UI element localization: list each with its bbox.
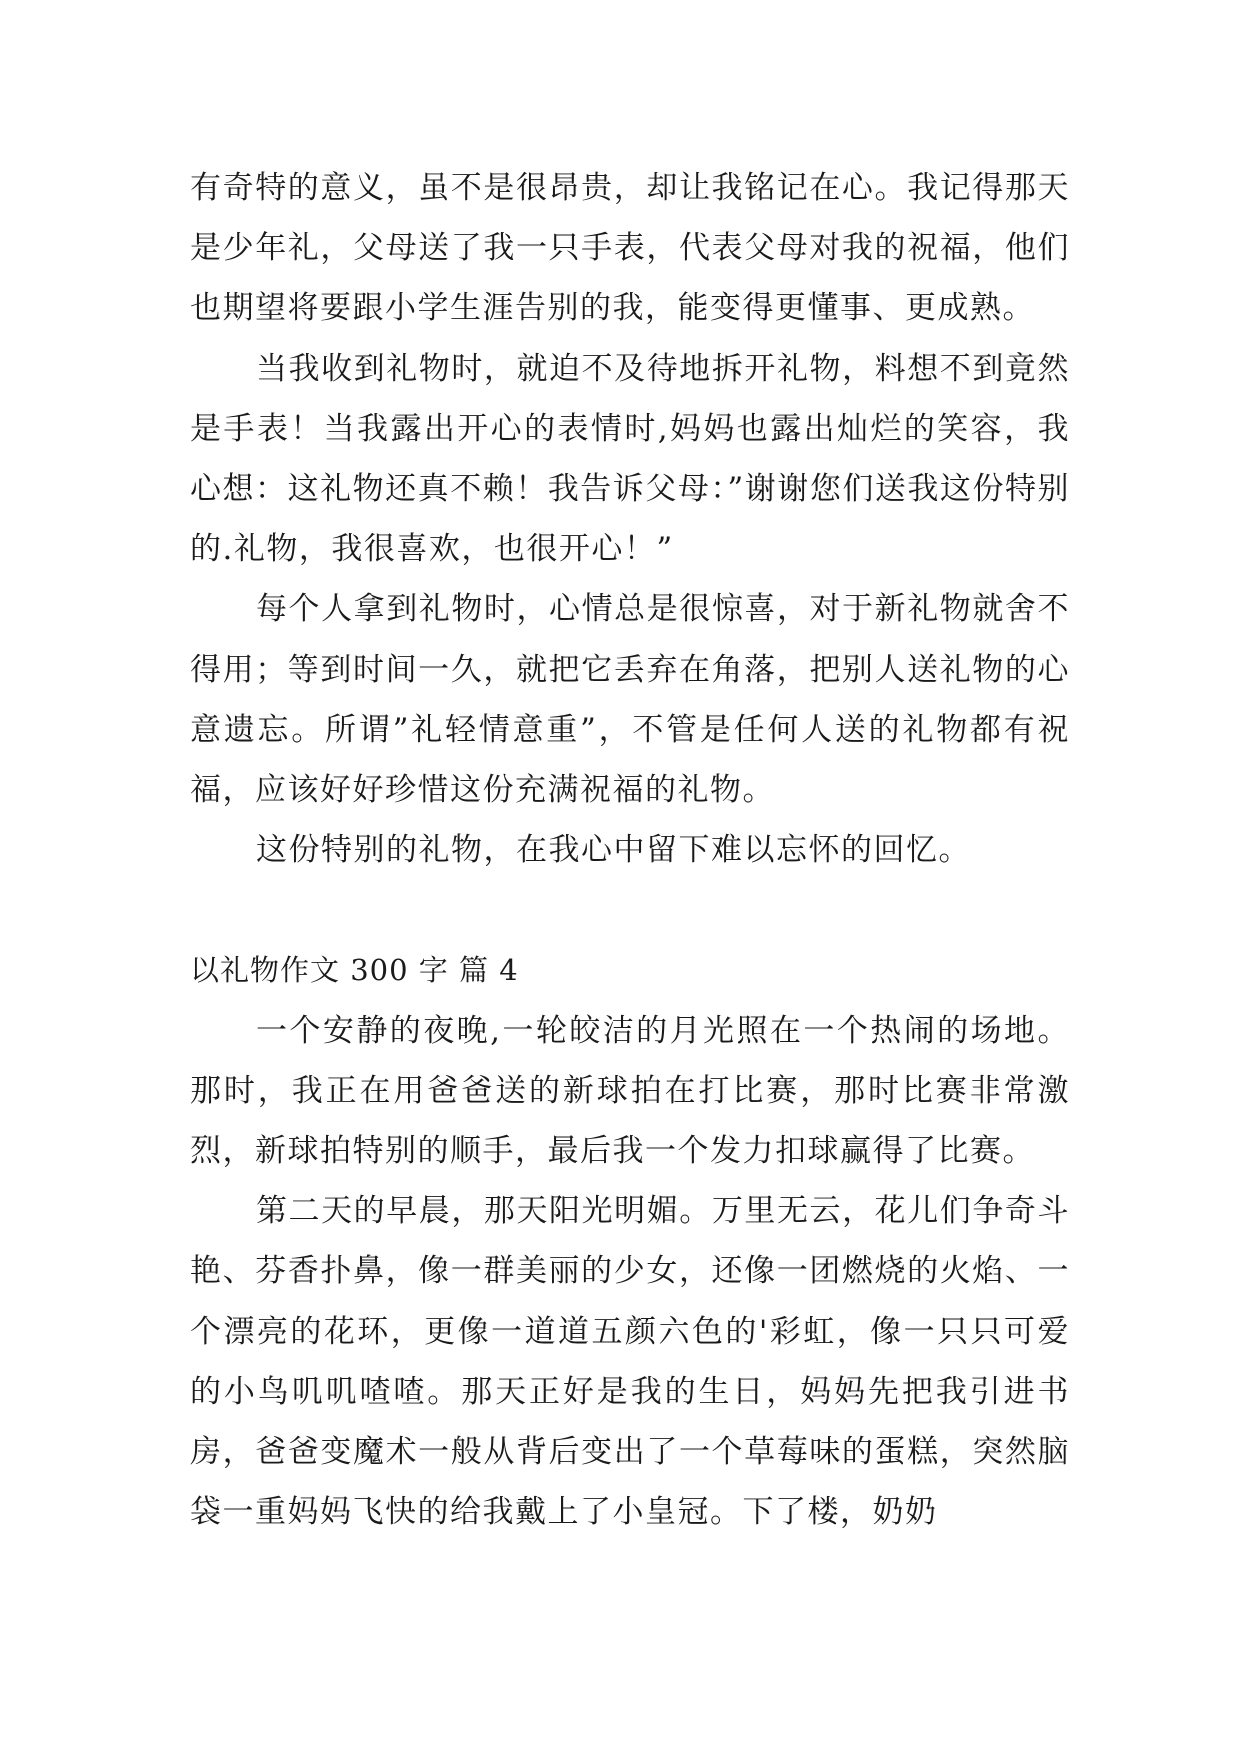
paragraph-next-morning: 第二天的早晨，那天阳光明媚。万里无云，花儿们争奇斗艳、芬香扑鼻，像一群美丽的少女，还像一团燃烧的火焰、一个漂亮的花环，更像一道道五颜六色的'彩虹，像一只只可爱的小鸟叽叽喳喳。那天正好是我的生日，妈妈先把我引进书房，爸爸变魔术一般从背后变出了一个草莓味的蛋糕，突然脑袋一重妈妈飞快的给我戴上了小皇冠。下了楼，奶奶	[190, 1193, 1070, 1531]
paragraph-continued: 有奇特的意义，虽不是很昂贵，却让我铭记在心。我记得那天是少年礼，父母送了我一只手表，代表父母对我的祝福，他们也期望将要跟小学生涯告别的我，能变得更懂事、更成熟。	[190, 170, 1070, 327]
paragraph-quiet-night: 一个安静的夜晚,一轮皎洁的月光照在一个热闹的场地。那时，我正在用爸爸送的新球拍在打比赛，那时比赛非常激烈，新球拍特别的顺手，最后我一个发力扣球赢得了比赛。	[190, 1012, 1070, 1170]
document-body	[190, 158, 1070, 1542]
paragraph-receiving-gift: 当我收到礼物时，就迫不及待地拆开礼物，料想不到竟然是手表！当我露出开心的表情时,妈妈也露出灿烂的笑容，我心想：这礼物还真不赖！我告诉父母：”谢谢您们送我这份特别的.礼物，我很喜欢，也很开心！”	[190, 350, 1070, 568]
paragraph-memory: 这份特别的礼物，在我心中留下难以忘怀的回忆。	[256, 832, 971, 869]
paragraph-cherish-gift: 每个人拿到礼物时，心情总是很惊喜，对于新礼物就舍不得用；等到时间一久，就把它丢弃在角落，把别人送礼物的心意遗忘。所谓”礼轻情意重”，不管是任何人送的礼物都有祝福，应该好好珍惜这份充满祝福的礼物。	[190, 591, 1070, 809]
section-heading: 以礼物作文 300 字 篇 4	[190, 953, 519, 988]
